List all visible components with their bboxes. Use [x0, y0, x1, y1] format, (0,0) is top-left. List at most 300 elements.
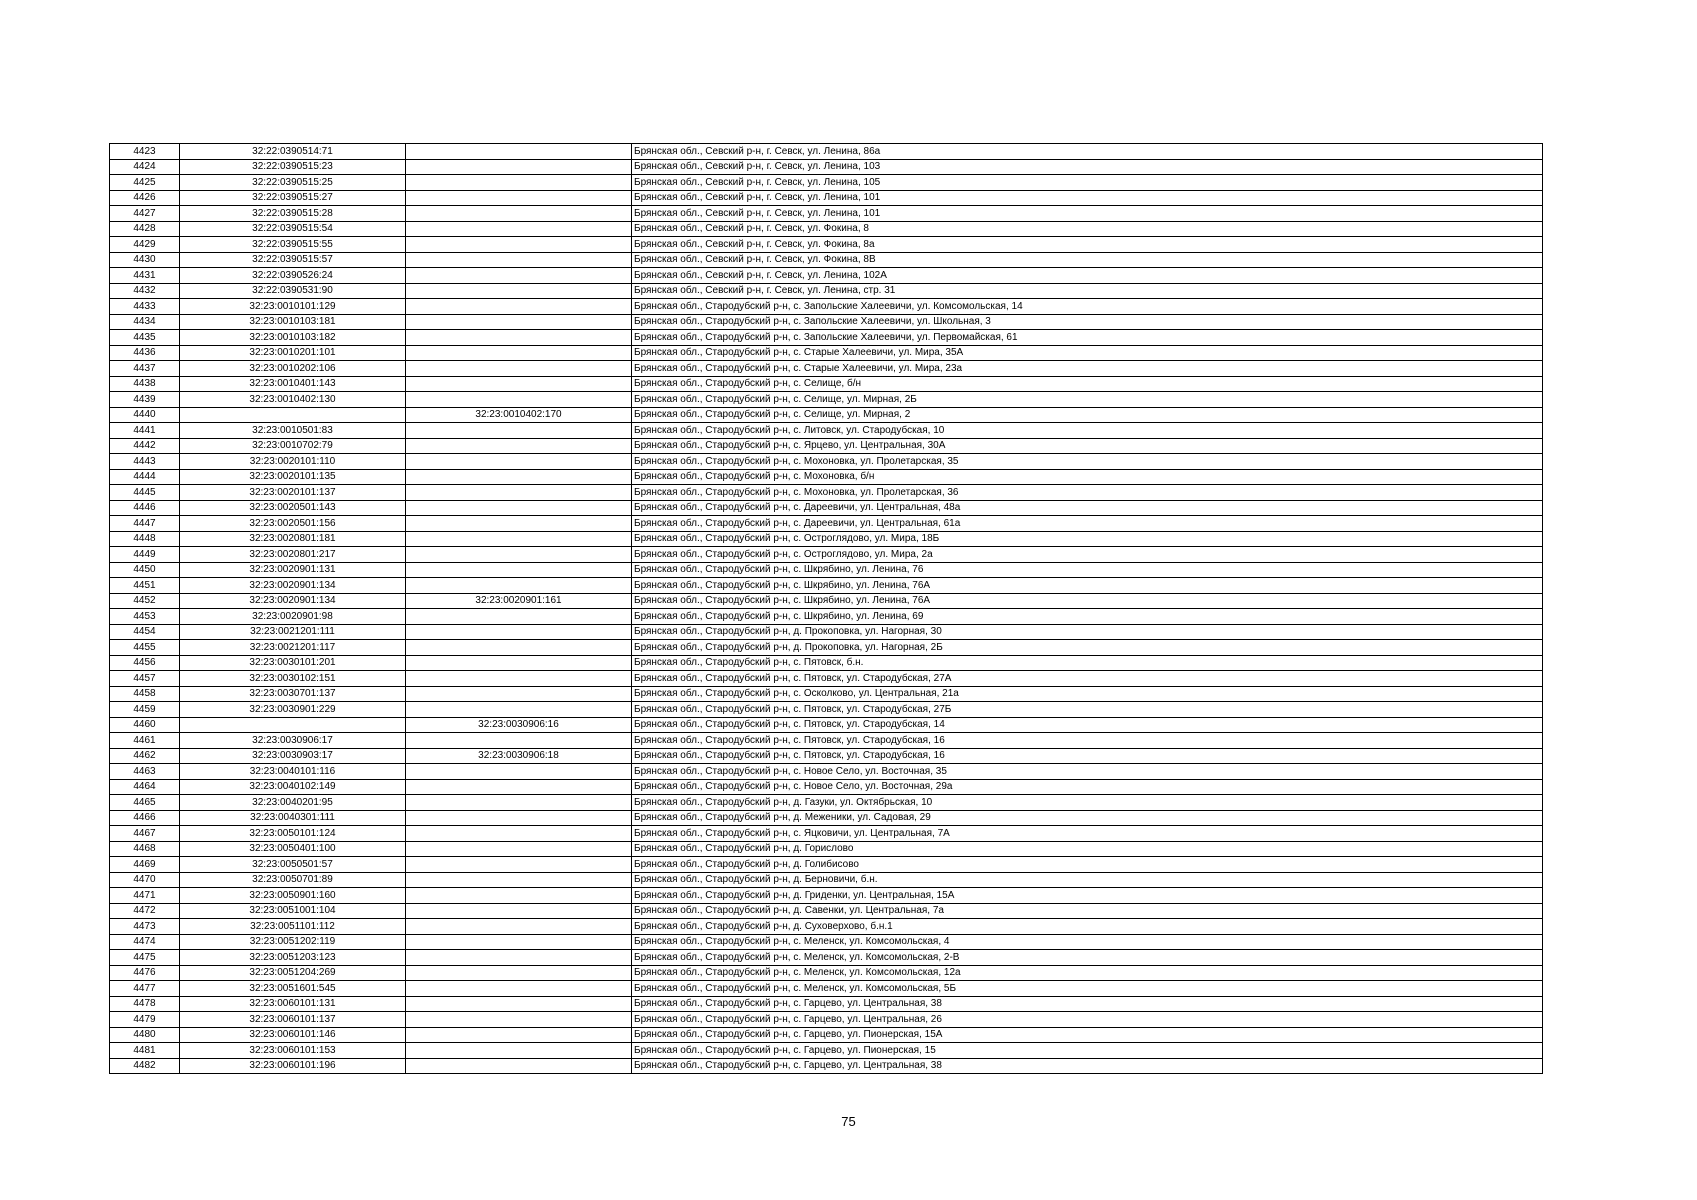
related-cadastral-number-cell [406, 841, 632, 857]
row-number-cell: 4456 [110, 655, 180, 671]
row-number-cell: 4432 [110, 283, 180, 299]
row-number-cell: 4459 [110, 702, 180, 718]
cadastral-number-cell [180, 717, 406, 733]
row-number-cell: 4440 [110, 407, 180, 423]
row-number-cell: 4450 [110, 562, 180, 578]
address-cell: Брянская обл., Стародубский р-н, с. Меленск, ул. Комсомольская, 2-В [632, 950, 1543, 966]
related-cadastral-number-cell [406, 1012, 632, 1028]
address-cell: Брянская обл., Севский р-н, г. Севск, ул. Ленина, 105 [632, 175, 1543, 191]
related-cadastral-number-cell [406, 314, 632, 330]
related-cadastral-number-cell [406, 175, 632, 191]
table-row [110, 345, 1543, 361]
address-cell: Брянская обл., Севский р-н, г. Севск, ул. Ленина, 101 [632, 190, 1543, 206]
address-cell: Брянская обл., Севский р-н, г. Севск, ул. Фокина, 8 [632, 221, 1543, 237]
cadastral-number-cell: 32:23:0021201:117 [180, 640, 406, 656]
table-row [110, 376, 1543, 392]
address-cell: Брянская обл., Севский р-н, г. Севск, ул. Фокина, 8В [632, 252, 1543, 268]
table-row [110, 283, 1543, 299]
row-number-cell: 4461 [110, 733, 180, 749]
row-number-cell: 4465 [110, 795, 180, 811]
cadastral-number-cell: 32:23:0010101:129 [180, 299, 406, 315]
table-row [110, 252, 1543, 268]
address-cell: Брянская обл., Стародубский р-н, д. Гриденки, ул. Центральная, 15А [632, 888, 1543, 904]
related-cadastral-number-cell [406, 454, 632, 470]
row-number-cell: 4444 [110, 469, 180, 485]
row-number-cell: 4472 [110, 903, 180, 919]
cadastral-number-cell: 32:23:0020901:98 [180, 609, 406, 625]
cadastral-number-cell: 32:23:0051203:123 [180, 950, 406, 966]
row-number-cell: 4438 [110, 376, 180, 392]
related-cadastral-number-cell [406, 376, 632, 392]
address-cell: Брянская обл., Севский р-н, г. Севск, ул. Ленина, стр. 31 [632, 283, 1543, 299]
related-cadastral-number-cell [406, 965, 632, 981]
row-number-cell: 4481 [110, 1043, 180, 1059]
related-cadastral-number-cell [406, 702, 632, 718]
row-number-cell: 4458 [110, 686, 180, 702]
address-cell: Брянская обл., Стародубский р-н, с. Селище, б/н [632, 376, 1543, 392]
related-cadastral-number-cell [406, 392, 632, 408]
cadastral-number-cell: 32:23:0010402:130 [180, 392, 406, 408]
related-cadastral-number-cell [406, 237, 632, 253]
cadastral-number-cell: 32:23:0020901:134 [180, 593, 406, 609]
table-row [110, 516, 1543, 532]
row-number-cell: 4466 [110, 810, 180, 826]
related-cadastral-number-cell [406, 826, 632, 842]
row-number-cell: 4425 [110, 175, 180, 191]
table-row [110, 981, 1543, 997]
related-cadastral-number-cell [406, 655, 632, 671]
cadastral-number-cell: 32:23:0030903:17 [180, 748, 406, 764]
address-cell: Брянская обл., Стародубский р-н, с. Новое Село, ул. Восточная, 29а [632, 779, 1543, 795]
row-number-cell: 4453 [110, 609, 180, 625]
cadastral-number-cell: 32:23:0020101:135 [180, 469, 406, 485]
address-cell: Брянская обл., Стародубский р-н, с. Гарцево, ул. Центральная, 38 [632, 1058, 1543, 1074]
row-number-cell: 4482 [110, 1058, 180, 1074]
related-cadastral-number-cell [406, 299, 632, 315]
cadastral-number-cell: 32:23:0010202:106 [180, 361, 406, 377]
cadastral-number-cell: 32:23:0020801:217 [180, 547, 406, 563]
cadastral-number-cell: 32:23:0020801:181 [180, 531, 406, 547]
address-cell: Брянская обл., Стародубский р-н, д. Газуки, ул. Октябрьская, 10 [632, 795, 1543, 811]
table-row [110, 717, 1543, 733]
table-row [110, 500, 1543, 516]
address-cell: Брянская обл., Стародубский р-н, с. Осколково, ул. Центральная, 21а [632, 686, 1543, 702]
address-cell: Брянская обл., Севский р-н, г. Севск, ул. Ленина, 102А [632, 268, 1543, 284]
row-number-cell: 4455 [110, 640, 180, 656]
row-number-cell: 4454 [110, 624, 180, 640]
address-cell: Брянская обл., Стародубский р-н, с. Дареевичи, ул. Центральная, 61а [632, 516, 1543, 532]
address-cell: Брянская обл., Стародубский р-н, с. Мохоновка, ул. Пролетарская, 35 [632, 454, 1543, 470]
address-cell: Брянская обл., Севский р-н, г. Севск, ул. Ленина, 86а [632, 144, 1543, 160]
row-number-cell: 4471 [110, 888, 180, 904]
cadastral-number-cell: 32:23:0050101:124 [180, 826, 406, 842]
related-cadastral-number-cell [406, 578, 632, 594]
table-row [110, 996, 1543, 1012]
related-cadastral-number-cell [406, 1058, 632, 1074]
related-cadastral-number-cell [406, 159, 632, 175]
table-row [110, 748, 1543, 764]
cadastral-number-cell: 32:22:0390515:27 [180, 190, 406, 206]
address-cell: Брянская обл., Стародубский р-н, д. Горислово [632, 841, 1543, 857]
related-cadastral-number-cell [406, 206, 632, 222]
table-row [110, 175, 1543, 191]
row-number-cell: 4428 [110, 221, 180, 237]
related-cadastral-number-cell [406, 934, 632, 950]
row-number-cell: 4462 [110, 748, 180, 764]
row-number-cell: 4427 [110, 206, 180, 222]
cadastral-number-cell: 32:23:0020101:137 [180, 485, 406, 501]
address-cell: Брянская обл., Севский р-н, г. Севск, ул. Ленина, 103 [632, 159, 1543, 175]
address-cell: Брянская обл., Стародубский р-н, д. Суховерхово, б.н.1 [632, 919, 1543, 935]
address-cell: Брянская обл., Стародубский р-н, д. Прокоповка, ул. Нагорная, 2Б [632, 640, 1543, 656]
related-cadastral-number-cell [406, 671, 632, 687]
table-row [110, 144, 1543, 160]
address-cell: Брянская обл., Стародубский р-н, д. Савенки, ул. Центральная, 7а [632, 903, 1543, 919]
related-cadastral-number-cell [406, 531, 632, 547]
address-cell: Брянская обл., Стародубский р-н, д. Меженики, ул. Садовая, 29 [632, 810, 1543, 826]
table-row [110, 314, 1543, 330]
address-cell: Брянская обл., Стародубский р-н, д. Прокоповка, ул. Нагорная, 30 [632, 624, 1543, 640]
cadastral-number-cell: 32:23:0050501:57 [180, 857, 406, 873]
table-row [110, 1043, 1543, 1059]
row-number-cell: 4470 [110, 872, 180, 888]
table-row [110, 640, 1543, 656]
related-cadastral-number-cell [406, 795, 632, 811]
cadastral-number-cell: 32:23:0050401:100 [180, 841, 406, 857]
cadastral-number-cell: 32:23:0060101:146 [180, 1027, 406, 1043]
table-row [110, 159, 1543, 175]
address-cell: Брянская обл., Стародубский р-н, с. Шкрябино, ул. Ленина, 76 [632, 562, 1543, 578]
cadastral-number-cell: 32:23:0040102:149 [180, 779, 406, 795]
table-row [110, 624, 1543, 640]
related-cadastral-number-cell [406, 733, 632, 749]
records-table [109, 143, 1543, 1074]
related-cadastral-number-cell [406, 562, 632, 578]
table-row [110, 469, 1543, 485]
address-cell: Брянская обл., Стародубский р-н, с. Остроглядово, ул. Мира, 18Б [632, 531, 1543, 547]
address-cell: Брянская обл., Стародубский р-н, с. Пятовск, ул. Стародубская, 27Б [632, 702, 1543, 718]
related-cadastral-number-cell: 32:23:0020901:161 [406, 593, 632, 609]
row-number-cell: 4430 [110, 252, 180, 268]
address-cell: Брянская обл., Стародубский р-н, с. Запольские Халеевичи, ул. Школьная, 3 [632, 314, 1543, 330]
related-cadastral-number-cell: 32:23:0030906:18 [406, 748, 632, 764]
cadastral-number-cell: 32:23:0010401:143 [180, 376, 406, 392]
related-cadastral-number-cell [406, 547, 632, 563]
row-number-cell: 4439 [110, 392, 180, 408]
address-cell: Брянская обл., Стародубский р-н, с. Гарцево, ул. Центральная, 38 [632, 996, 1543, 1012]
row-number-cell: 4445 [110, 485, 180, 501]
address-cell: Брянская обл., Стародубский р-н, д. Голибисово [632, 857, 1543, 873]
related-cadastral-number-cell [406, 919, 632, 935]
address-cell: Брянская обл., Стародубский р-н, с. Пятовск, ул. Стародубская, 16 [632, 733, 1543, 749]
address-cell: Брянская обл., Стародубский р-н, с. Мохоновка, б/н [632, 469, 1543, 485]
address-cell: Брянская обл., Стародубский р-н, с. Пятовск, ул. Стародубская, 16 [632, 748, 1543, 764]
address-cell: Брянская обл., Стародубский р-н, с. Мохоновка, ул. Пролетарская, 36 [632, 485, 1543, 501]
address-cell: Брянская обл., Стародубский р-н, с. Старые Халеевичи, ул. Мира, 23а [632, 361, 1543, 377]
table-row [110, 795, 1543, 811]
cadastral-number-cell: 32:23:0051101:112 [180, 919, 406, 935]
related-cadastral-number-cell [406, 330, 632, 346]
table-row [110, 764, 1543, 780]
address-cell: Брянская обл., Стародубский р-н, с. Дареевичи, ул. Центральная, 48а [632, 500, 1543, 516]
address-cell: Брянская обл., Стародубский р-н, с. Запольские Халеевичи, ул. Первомайская, 61 [632, 330, 1543, 346]
related-cadastral-number-cell [406, 283, 632, 299]
table-row [110, 190, 1543, 206]
related-cadastral-number-cell [406, 268, 632, 284]
row-number-cell: 4423 [110, 144, 180, 160]
row-number-cell: 4437 [110, 361, 180, 377]
cadastral-number-cell: 32:22:0390514:71 [180, 144, 406, 160]
table-row [110, 547, 1543, 563]
cadastral-number-cell: 32:23:0060101:196 [180, 1058, 406, 1074]
related-cadastral-number-cell [406, 345, 632, 361]
cadastral-number-cell: 32:22:0390515:54 [180, 221, 406, 237]
cadastral-number-cell: 32:23:0050701:89 [180, 872, 406, 888]
address-cell: Брянская обл., Стародубский р-н, с. Шкрябино, ул. Ленина, 69 [632, 609, 1543, 625]
row-number-cell: 4442 [110, 438, 180, 454]
cadastral-number-cell: 32:23:0010201:101 [180, 345, 406, 361]
table-row [110, 826, 1543, 842]
table-row [110, 206, 1543, 222]
related-cadastral-number-cell [406, 609, 632, 625]
cadastral-number-cell: 32:23:0050901:160 [180, 888, 406, 904]
table-row [110, 392, 1543, 408]
address-cell: Брянская обл., Стародубский р-н, с. Шкрябино, ул. Ленина, 76А [632, 578, 1543, 594]
address-cell: Брянская обл., Стародубский р-н, с. Гарцево, ул. Пионерская, 15А [632, 1027, 1543, 1043]
address-cell: Брянская обл., Стародубский р-н, с. Запольские Халеевичи, ул. Комсомольская, 14 [632, 299, 1543, 315]
table-row [110, 361, 1543, 377]
related-cadastral-number-cell [406, 469, 632, 485]
row-number-cell: 4449 [110, 547, 180, 563]
cadastral-number-cell: 32:23:0060101:137 [180, 1012, 406, 1028]
table-row [110, 857, 1543, 873]
address-cell: Брянская обл., Стародубский р-н, с. Ярцево, ул. Центральная, 30А [632, 438, 1543, 454]
cadastral-number-cell: 32:23:0010103:182 [180, 330, 406, 346]
row-number-cell: 4464 [110, 779, 180, 795]
row-number-cell: 4460 [110, 717, 180, 733]
cadastral-number-cell: 32:23:0051204:269 [180, 965, 406, 981]
table-row [110, 655, 1543, 671]
cadastral-number-cell: 32:23:0051202:119 [180, 934, 406, 950]
row-number-cell: 4457 [110, 671, 180, 687]
address-cell: Брянская обл., Стародубский р-н, с. Гарцево, ул. Пионерская, 15 [632, 1043, 1543, 1059]
address-cell: Брянская обл., Стародубский р-н, с. Меленск, ул. Комсомольская, 5Б [632, 981, 1543, 997]
row-number-cell: 4475 [110, 950, 180, 966]
related-cadastral-number-cell [406, 516, 632, 532]
related-cadastral-number-cell [406, 190, 632, 206]
table-row [110, 593, 1543, 609]
cadastral-number-cell: 32:23:0020101:110 [180, 454, 406, 470]
records-table-body [110, 144, 1543, 1074]
address-cell: Брянская обл., Стародубский р-н, с. Шкрябино, ул. Ленина, 76А [632, 593, 1543, 609]
table-row [110, 485, 1543, 501]
related-cadastral-number-cell [406, 810, 632, 826]
row-number-cell: 4431 [110, 268, 180, 284]
cadastral-number-cell: 32:23:0030101:201 [180, 655, 406, 671]
related-cadastral-number-cell [406, 888, 632, 904]
table-row [110, 268, 1543, 284]
cadastral-number-cell: 32:22:0390515:23 [180, 159, 406, 175]
row-number-cell: 4436 [110, 345, 180, 361]
cadastral-number-cell: 32:23:0020901:131 [180, 562, 406, 578]
page-number: 75 [841, 1114, 856, 1129]
cadastral-number-cell: 32:23:0021201:111 [180, 624, 406, 640]
table-row [110, 841, 1543, 857]
row-number-cell: 4477 [110, 981, 180, 997]
row-number-cell: 4476 [110, 965, 180, 981]
row-number-cell: 4463 [110, 764, 180, 780]
table-row [110, 919, 1543, 935]
table-row [110, 1027, 1543, 1043]
row-number-cell: 4426 [110, 190, 180, 206]
table-row [110, 531, 1543, 547]
cadastral-number-cell [180, 407, 406, 423]
row-number-cell: 4473 [110, 919, 180, 935]
table-row [110, 438, 1543, 454]
address-cell: Брянская обл., Стародубский р-н, с. Пятовск, ул. Стародубская, 14 [632, 717, 1543, 733]
cadastral-number-cell: 32:22:0390515:57 [180, 252, 406, 268]
table-row [110, 888, 1543, 904]
address-cell: Брянская обл., Стародубский р-н, с. Остроглядово, ул. Мира, 2а [632, 547, 1543, 563]
row-number-cell: 4424 [110, 159, 180, 175]
table-row [110, 702, 1543, 718]
related-cadastral-number-cell [406, 438, 632, 454]
related-cadastral-number-cell [406, 996, 632, 1012]
row-number-cell: 4434 [110, 314, 180, 330]
address-cell: Брянская обл., Стародубский р-н, с. Гарцево, ул. Центральная, 26 [632, 1012, 1543, 1028]
related-cadastral-number-cell [406, 624, 632, 640]
related-cadastral-number-cell [406, 981, 632, 997]
cadastral-number-cell: 32:23:0030701:137 [180, 686, 406, 702]
row-number-cell: 4435 [110, 330, 180, 346]
cadastral-number-cell: 32:23:0051001:104 [180, 903, 406, 919]
table-row [110, 1012, 1543, 1028]
related-cadastral-number-cell: 32:23:0010402:170 [406, 407, 632, 423]
cadastral-number-cell: 32:23:0020901:134 [180, 578, 406, 594]
row-number-cell: 4429 [110, 237, 180, 253]
table-row [110, 686, 1543, 702]
address-cell: Брянская обл., Стародубский р-н, с. Яцковичи, ул. Центральная, 7А [632, 826, 1543, 842]
cadastral-number-cell: 32:22:0390526:24 [180, 268, 406, 284]
row-number-cell: 4447 [110, 516, 180, 532]
table-row [110, 810, 1543, 826]
related-cadastral-number-cell [406, 903, 632, 919]
address-cell: Брянская обл., Стародубский р-н, с. Меленск, ул. Комсомольская, 12а [632, 965, 1543, 981]
table-row [110, 454, 1543, 470]
cadastral-number-cell: 32:23:0010501:83 [180, 423, 406, 439]
row-number-cell: 4441 [110, 423, 180, 439]
address-cell: Брянская обл., Стародубский р-н, с. Пятовск, ул. Стародубская, 27А [632, 671, 1543, 687]
related-cadastral-number-cell [406, 221, 632, 237]
table-row [110, 330, 1543, 346]
related-cadastral-number-cell [406, 500, 632, 516]
address-cell: Брянская обл., Стародубский р-н, д. Берновичи, б.н. [632, 872, 1543, 888]
address-cell: Брянская обл., Стародубский р-н, с. Меленск, ул. Комсомольская, 4 [632, 934, 1543, 950]
cadastral-number-cell: 32:22:0390515:55 [180, 237, 406, 253]
cadastral-number-cell: 32:23:0010702:79 [180, 438, 406, 454]
related-cadastral-number-cell [406, 423, 632, 439]
address-cell: Брянская обл., Стародубский р-н, с. Старые Халеевичи, ул. Мира, 35А [632, 345, 1543, 361]
table-row [110, 423, 1543, 439]
row-number-cell: 4446 [110, 500, 180, 516]
related-cadastral-number-cell [406, 764, 632, 780]
cadastral-number-cell: 32:23:0040101:116 [180, 764, 406, 780]
table-row [110, 578, 1543, 594]
table-row [110, 733, 1543, 749]
cadastral-number-cell: 32:23:0030906:17 [180, 733, 406, 749]
table-row [110, 562, 1543, 578]
related-cadastral-number-cell [406, 1043, 632, 1059]
table-row [110, 237, 1543, 253]
table-row [110, 872, 1543, 888]
related-cadastral-number-cell: 32:23:0030906:16 [406, 717, 632, 733]
table-row [110, 965, 1543, 981]
address-cell: Брянская обл., Стародубский р-н, с. Селище, ул. Мирная, 2Б [632, 392, 1543, 408]
cadastral-number-cell: 32:22:0390515:28 [180, 206, 406, 222]
related-cadastral-number-cell [406, 1027, 632, 1043]
address-cell: Брянская обл., Севский р-н, г. Севск, ул. Фокина, 8а [632, 237, 1543, 253]
cadastral-number-cell: 32:23:0020501:143 [180, 500, 406, 516]
cadastral-number-cell: 32:22:0390531:90 [180, 283, 406, 299]
related-cadastral-number-cell [406, 485, 632, 501]
related-cadastral-number-cell [406, 872, 632, 888]
table-row [110, 950, 1543, 966]
cadastral-number-cell: 32:23:0051601:545 [180, 981, 406, 997]
row-number-cell: 4474 [110, 934, 180, 950]
row-number-cell: 4451 [110, 578, 180, 594]
table-row [110, 934, 1543, 950]
table-row [110, 671, 1543, 687]
related-cadastral-number-cell [406, 144, 632, 160]
table-row [110, 609, 1543, 625]
related-cadastral-number-cell [406, 361, 632, 377]
cadastral-number-cell: 32:23:0060101:131 [180, 996, 406, 1012]
cadastral-number-cell: 32:22:0390515:25 [180, 175, 406, 191]
related-cadastral-number-cell [406, 950, 632, 966]
cadastral-number-cell: 32:23:0040301:111 [180, 810, 406, 826]
table-row [110, 1058, 1543, 1074]
row-number-cell: 4478 [110, 996, 180, 1012]
related-cadastral-number-cell [406, 252, 632, 268]
cadastral-number-cell: 32:23:0060101:153 [180, 1043, 406, 1059]
row-number-cell: 4433 [110, 299, 180, 315]
table-row [110, 221, 1543, 237]
cadastral-number-cell: 32:23:0040201:95 [180, 795, 406, 811]
address-cell: Брянская обл., Стародубский р-н, с. Литовск, ул. Стародубская, 10 [632, 423, 1543, 439]
address-cell: Брянская обл., Стародубский р-н, с. Пятовск, б.н. [632, 655, 1543, 671]
row-number-cell: 4443 [110, 454, 180, 470]
table-row [110, 407, 1543, 423]
row-number-cell: 4480 [110, 1027, 180, 1043]
cadastral-number-cell: 32:23:0030102:151 [180, 671, 406, 687]
address-cell: Брянская обл., Севский р-н, г. Севск, ул. Ленина, 101 [632, 206, 1543, 222]
table-row [110, 299, 1543, 315]
row-number-cell: 4467 [110, 826, 180, 842]
cadastral-number-cell: 32:23:0020501:156 [180, 516, 406, 532]
cadastral-number-cell: 32:23:0010103:181 [180, 314, 406, 330]
row-number-cell: 4468 [110, 841, 180, 857]
row-number-cell: 4479 [110, 1012, 180, 1028]
related-cadastral-number-cell [406, 640, 632, 656]
cadastral-number-cell: 32:23:0030901:229 [180, 702, 406, 718]
row-number-cell: 4469 [110, 857, 180, 873]
address-cell: Брянская обл., Стародубский р-н, с. Селище, ул. Мирная, 2 [632, 407, 1543, 423]
table-row [110, 903, 1543, 919]
address-cell: Брянская обл., Стародубский р-н, с. Новое Село, ул. Восточная, 35 [632, 764, 1543, 780]
row-number-cell: 4448 [110, 531, 180, 547]
table-row [110, 779, 1543, 795]
related-cadastral-number-cell [406, 686, 632, 702]
